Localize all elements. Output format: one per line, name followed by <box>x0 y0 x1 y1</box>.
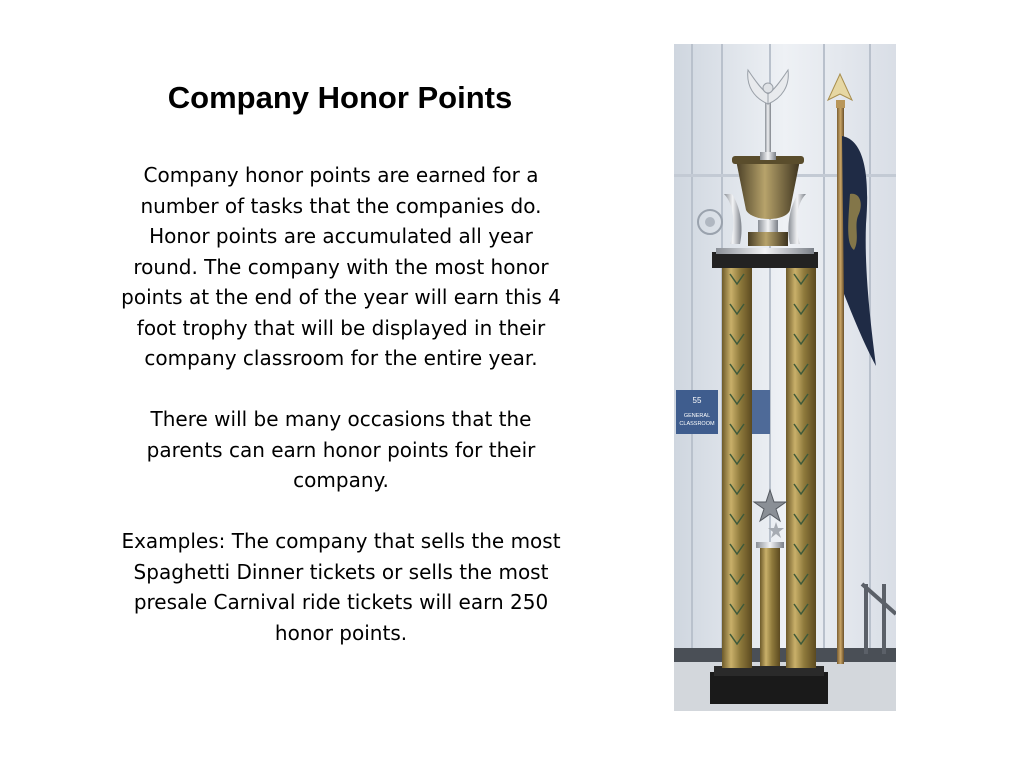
paragraph-intro: Company honor points are earned for a number of tasks that the companies do. Honor points are accumulated all year round. The company with the most honor points at the end of the year will earn this 4 foot trophy that will be displayed in their company classroom for the entire year. <box>121 163 561 370</box>
sign-line-1: GENERAL <box>683 413 711 419</box>
trophy-column-right <box>786 266 816 668</box>
trophy-column-center <box>760 546 780 666</box>
trophy-photo-drawing <box>674 44 896 711</box>
slide-body <box>120 160 562 648</box>
trophy-base <box>710 672 828 704</box>
slide-title: Company Honor Points <box>167 80 513 115</box>
sign-number: 55 <box>692 396 702 405</box>
trophy-column-left <box>722 266 752 668</box>
paragraph-parents: There will be many occasions that the parents can earn honor points for their company. <box>146 407 536 492</box>
figure-stem <box>765 98 771 158</box>
trophy-photo <box>674 44 896 711</box>
trophy-top-plate <box>712 252 818 268</box>
paragraph-examples: Examples: The company that sells the most Spaghetti Dinner tickets or sells the most presale Carnival ride tickets will earn 250 honor points. <box>121 529 561 645</box>
sign-line-2: CLASSROOM <box>679 421 715 427</box>
railing <box>674 648 896 662</box>
wall <box>674 44 896 711</box>
